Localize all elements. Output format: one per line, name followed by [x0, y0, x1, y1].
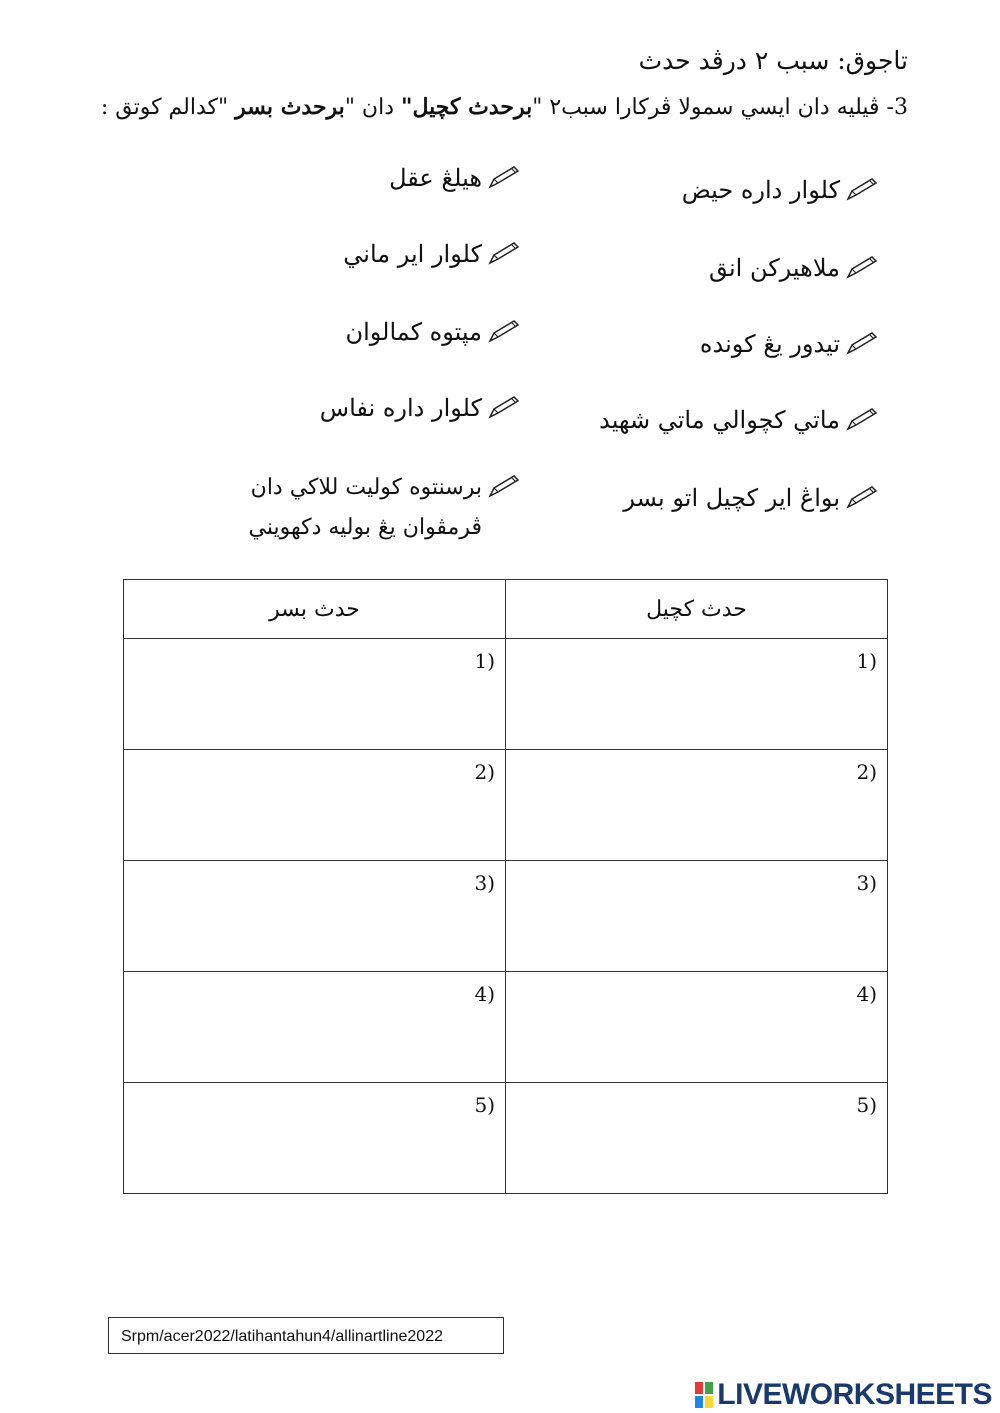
column-header-small-hadas: حدث كچيل	[506, 580, 888, 639]
answer-cell[interactable]	[124, 1083, 506, 1194]
answer-table	[123, 579, 888, 1194]
row-number: 3)	[856, 871, 877, 895]
instruction-mid: دان "	[344, 95, 401, 120]
answer-cell[interactable]	[124, 639, 506, 750]
pencil-icon	[844, 407, 878, 433]
item-label: بواڠ اير كچيل اتو بسر	[623, 484, 840, 512]
list-item[interactable]	[682, 176, 878, 204]
logo-icon	[695, 1382, 713, 1408]
pencil-icon	[486, 395, 520, 421]
item-label: برسنتوه كوليت للاكي دان ڤرمڤوان يڠ بوليه دكهويني	[248, 475, 482, 540]
source-credit: Srpm/acer2022/latihantahun4/allinartline2022	[108, 1317, 504, 1354]
column-header-big-hadas: حدث بسر	[124, 580, 506, 639]
table-row	[124, 1083, 888, 1194]
list-item[interactable]	[700, 330, 878, 358]
table-row	[124, 750, 888, 861]
answer-cell[interactable]	[506, 972, 888, 1083]
item-label: ملاهيركن انق	[708, 254, 840, 282]
instruction-bold-big: برحدث بسر	[235, 94, 345, 120]
table-row	[124, 972, 888, 1083]
instruction-prefix: 3- ڤيليه دان ايسي سمولا ڤركارا سبب٢ "	[532, 95, 908, 120]
item-label: هيلڠ عقل	[389, 164, 482, 192]
item-label: كلوار اير ماني	[343, 240, 482, 268]
row-number: 3)	[474, 871, 495, 895]
row-number: 4)	[474, 982, 495, 1006]
pencil-icon	[844, 177, 878, 203]
answer-cell[interactable]	[506, 750, 888, 861]
answer-cell[interactable]	[124, 972, 506, 1083]
answer-cell[interactable]	[506, 861, 888, 972]
answer-cell[interactable]	[506, 639, 888, 750]
pencil-icon	[844, 485, 878, 511]
worksheet-title: تاجوق: سبب ٢ درڤد حدث	[638, 46, 908, 75]
table-row	[124, 639, 888, 750]
list-item[interactable]	[623, 484, 878, 512]
list-item[interactable]	[709, 254, 878, 282]
answer-cell[interactable]	[124, 750, 506, 861]
table-header-row	[124, 580, 888, 639]
item-label: كلوار داره حيض	[681, 176, 840, 204]
instruction-suffix: "كدالم كوتق :	[100, 95, 236, 120]
pencil-icon	[844, 331, 878, 357]
table-row	[124, 861, 888, 972]
pencil-icon	[486, 241, 520, 267]
instruction-bold-small: برحدث كچيل"	[400, 94, 533, 120]
pencil-icon	[844, 255, 878, 281]
instruction-text	[101, 94, 908, 120]
list-item[interactable]	[220, 468, 520, 548]
pencil-icon	[486, 319, 520, 345]
row-number: 5)	[856, 1093, 877, 1117]
row-number: 4)	[856, 982, 877, 1006]
list-item[interactable]	[345, 318, 520, 346]
item-label: مڽتوه كمالوان	[345, 318, 482, 346]
item-label: ماتي كچوالي ماتي شهيد	[599, 406, 840, 434]
row-number: 5)	[474, 1093, 495, 1117]
row-number: 1)	[856, 649, 877, 673]
row-number: 2)	[474, 760, 495, 784]
brand-name: LIVEWORKSHEETS	[717, 1378, 992, 1411]
liveworksheets-logo[interactable]	[695, 1378, 992, 1412]
answer-cell[interactable]	[506, 1083, 888, 1194]
item-label: كلوار داره نفاس	[319, 394, 482, 422]
row-number: 1)	[474, 649, 495, 673]
list-item[interactable]	[320, 394, 520, 422]
item-label: تيدور يڠ كونده	[699, 330, 840, 358]
answer-cell[interactable]	[124, 861, 506, 972]
list-item[interactable]	[389, 164, 520, 192]
pencil-icon	[486, 165, 520, 191]
list-item[interactable]	[343, 240, 520, 268]
row-number: 2)	[856, 760, 877, 784]
list-item[interactable]	[599, 406, 878, 434]
pencil-icon	[486, 474, 520, 500]
